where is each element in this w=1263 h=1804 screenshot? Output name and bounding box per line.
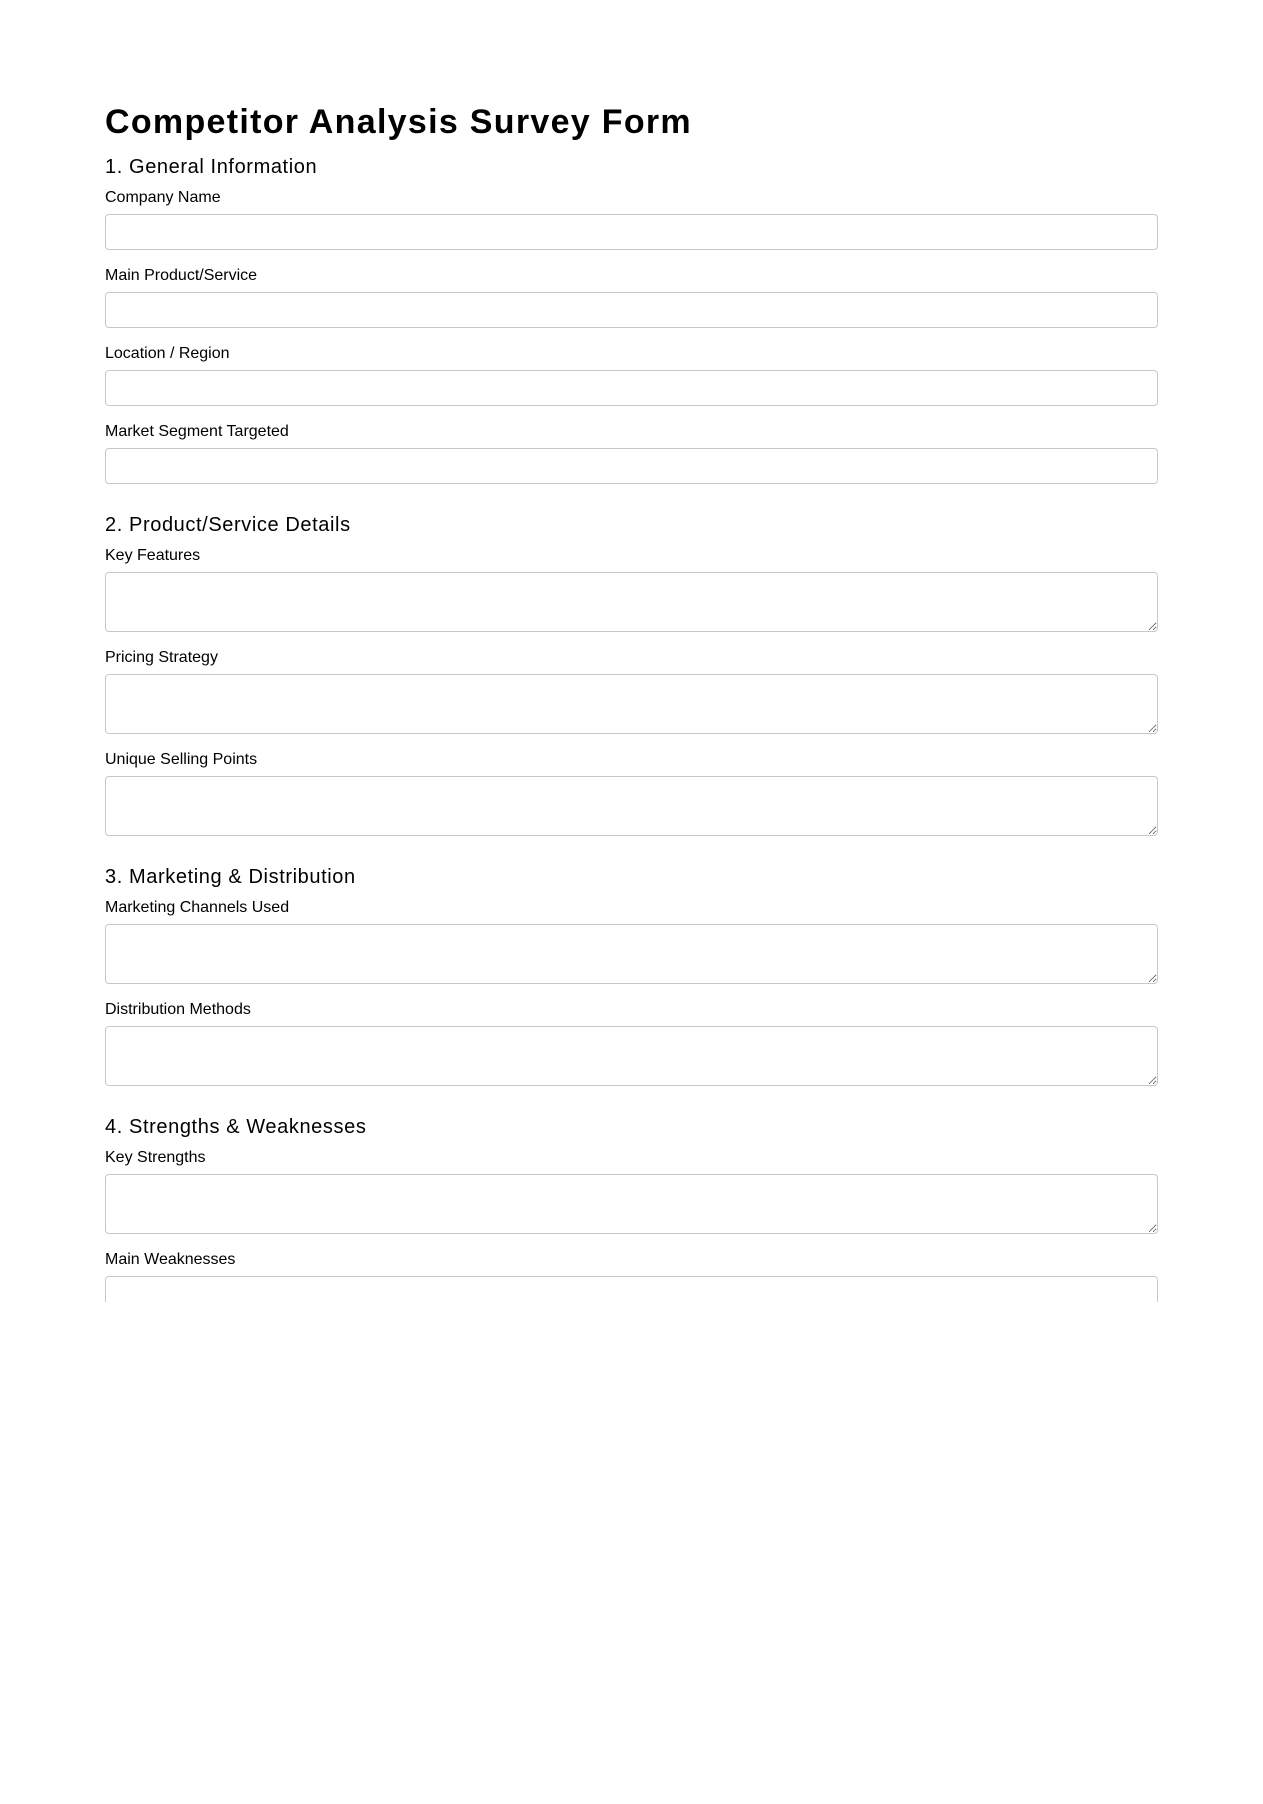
company-name-input[interactable]	[105, 214, 1158, 250]
pricing-strategy-textarea[interactable]	[105, 674, 1158, 734]
market-segment-targeted-label: Market Segment Targeted	[105, 423, 289, 440]
unique-selling-points-label: Unique Selling Points	[105, 751, 258, 768]
key-features-textarea[interactable]	[105, 572, 1158, 632]
key-features-label: Key Features	[105, 547, 201, 564]
location-region-input[interactable]	[105, 370, 1158, 406]
section-heading-marketing-distribution: 3. Marketing & Distribution	[105, 866, 356, 888]
main-weaknesses-label: Main Weaknesses	[105, 1251, 236, 1268]
key-strengths-label: Key Strengths	[105, 1149, 206, 1166]
marketing-channels-used-label: Marketing Channels Used	[105, 899, 290, 916]
survey-form	[105, 0, 1165, 1302]
distribution-methods-textarea[interactable]	[105, 1026, 1158, 1086]
distribution-methods-label: Distribution Methods	[105, 1001, 251, 1018]
marketing-channels-used-textarea[interactable]	[105, 924, 1158, 984]
section-heading-product-service-details: 2. Product/Service Details	[105, 514, 351, 536]
pricing-strategy-label: Pricing Strategy	[105, 649, 218, 666]
main-product-service-input[interactable]	[105, 292, 1158, 328]
main-weaknesses-textarea[interactable]	[105, 1276, 1158, 1302]
section-heading-strengths-weaknesses: 4. Strengths & Weaknesses	[105, 1116, 367, 1138]
company-name-label: Company Name	[105, 189, 221, 206]
unique-selling-points-textarea[interactable]	[105, 776, 1158, 836]
page-title: Competitor Analysis Survey Form	[105, 103, 692, 141]
main-product-service-label: Main Product/Service	[105, 267, 258, 284]
market-segment-targeted-input[interactable]	[105, 448, 1158, 484]
location-region-label: Location / Region	[105, 345, 230, 362]
key-strengths-textarea[interactable]	[105, 1174, 1158, 1234]
section-heading-general-information: 1. General Information	[105, 156, 318, 178]
